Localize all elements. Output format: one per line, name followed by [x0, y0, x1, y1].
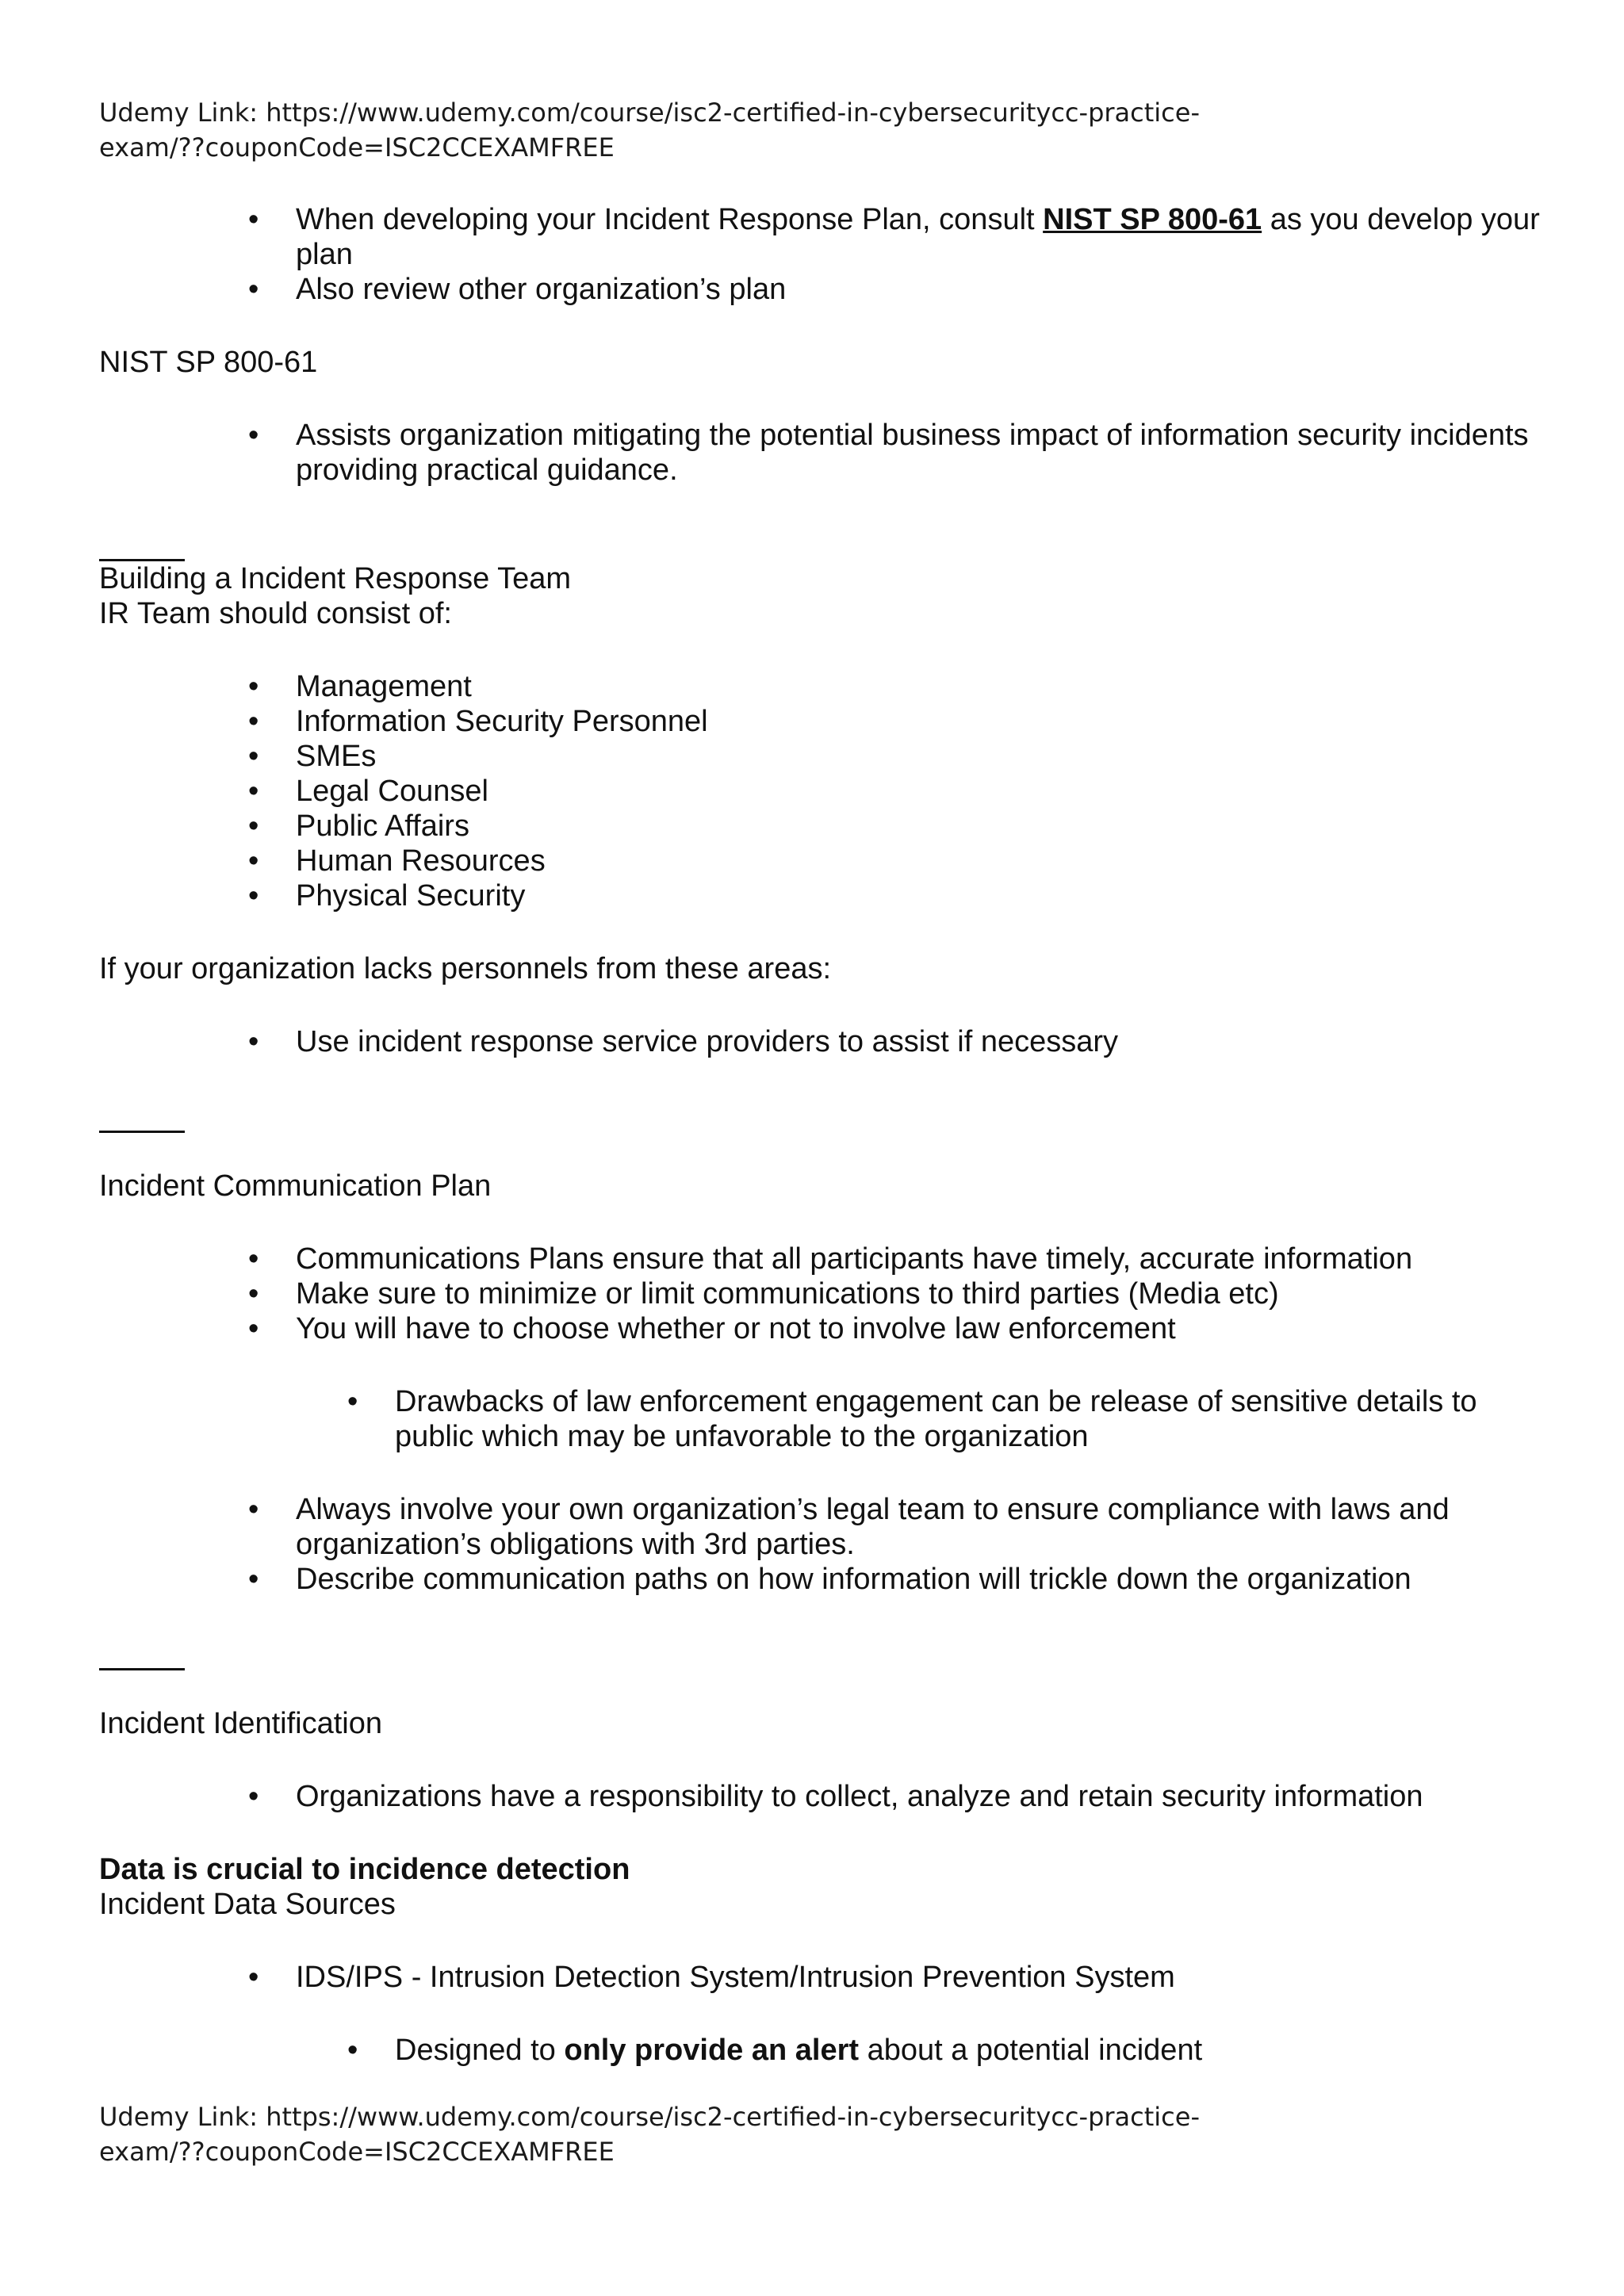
udemy-link-line-2: exam/??couponCode=ISC2CCEXAMFREE [99, 132, 615, 163]
list-item: • Organizations have a responsibility to collect, analyze and retain security information [296, 1779, 1550, 1814]
list-item: • Designed to only provide an alert about a potential incident [395, 2033, 1550, 2068]
intro-bullet-nist: • When developing your Incident Response Plan, consult NIST SP 800-61 as you develop your plan [296, 202, 1550, 272]
page-footer [99, 2099, 1289, 2169]
comm-bullet-list-2 [99, 1492, 1550, 1597]
team-lacks-text: If your organization lacks personnels from these areas: [99, 952, 832, 985]
nist-bullet-list [99, 418, 1550, 488]
data-sources-heading: Incident Data Sources [99, 1888, 396, 1921]
team-subheading: IR Team should consist of: [99, 597, 452, 630]
document-body [99, 202, 1550, 2068]
data-crucial-heading: Data is crucial to incidence detection [99, 1853, 630, 1886]
udemy-link-line-1: Udemy Link: https://www.udemy.com/course/isc2-certified-in-cybersecuritycc-practice- [99, 98, 1200, 128]
list-item: • Communications Plans ensure that all participants have timely, accurate information [296, 1242, 1550, 1276]
ident-bullet-list [99, 1779, 1550, 1814]
nist-bullet: • Assists organization mitigating the potential business impact of information security incidents providing practical guidance. [296, 418, 1550, 488]
team-members-list [99, 669, 1550, 913]
list-item: • Drawbacks of law enforcement engagement can be release of sensitive details to public which may be unfavorable to the organization [395, 1384, 1550, 1454]
list-item: • Human Resources [296, 844, 1550, 878]
comm-heading: Incident Communication Plan [99, 1169, 492, 1203]
udemy-link-line-1: Udemy Link: https://www.udemy.com/course/isc2-certified-in-cybersecuritycc-practice- [99, 2102, 1200, 2132]
list-item: • Public Affairs [296, 809, 1550, 844]
nist-sp-800-61-reference: NIST SP 800-61 [1043, 203, 1262, 236]
list-item: • Make sure to minimize or limit communications to third parties (Media etc) [296, 1276, 1550, 1311]
nist-heading: NIST SP 800-61 [99, 346, 318, 379]
comm-sub-list [99, 1384, 1550, 1454]
team-lacks-list [99, 1024, 1550, 1059]
udemy-link-line-2: exam/??couponCode=ISC2CCEXAMFREE [99, 2137, 615, 2167]
list-item: • Physical Security [296, 878, 1550, 913]
list-item: • You will have to choose whether or not to involve law enforcement [296, 1311, 1550, 1346]
intro-bullet-review: • Also review other organization’s plan [296, 272, 1550, 307]
intro-bullet-list [99, 202, 1550, 307]
list-item: • Management [296, 669, 1550, 704]
list-item: • Legal Counsel [296, 774, 1550, 809]
team-heading: Building a Incident Response Team [99, 562, 572, 595]
list-item: • SMEs [296, 739, 1550, 774]
list-item: • Information Security Personnel [296, 704, 1550, 739]
comm-bullet-list [99, 1242, 1550, 1346]
ident-heading: Incident Identification [99, 1707, 383, 1740]
data-sources-list [99, 1960, 1550, 1995]
list-item: • IDS/IPS - Intrusion Detection System/Intrusion Prevention System [296, 1960, 1550, 1995]
data-sources-sub-list [99, 2033, 1550, 2068]
page-header [99, 95, 1289, 165]
list-item: • Describe communication paths on how information will trickle down the organization [296, 1562, 1550, 1597]
list-item: • Use incident response service providers to assist if necessary [296, 1024, 1550, 1059]
list-item: • Always involve your own organization’s legal team to ensure compliance with laws and organization’s obligations with 3rd parties. [296, 1492, 1550, 1562]
